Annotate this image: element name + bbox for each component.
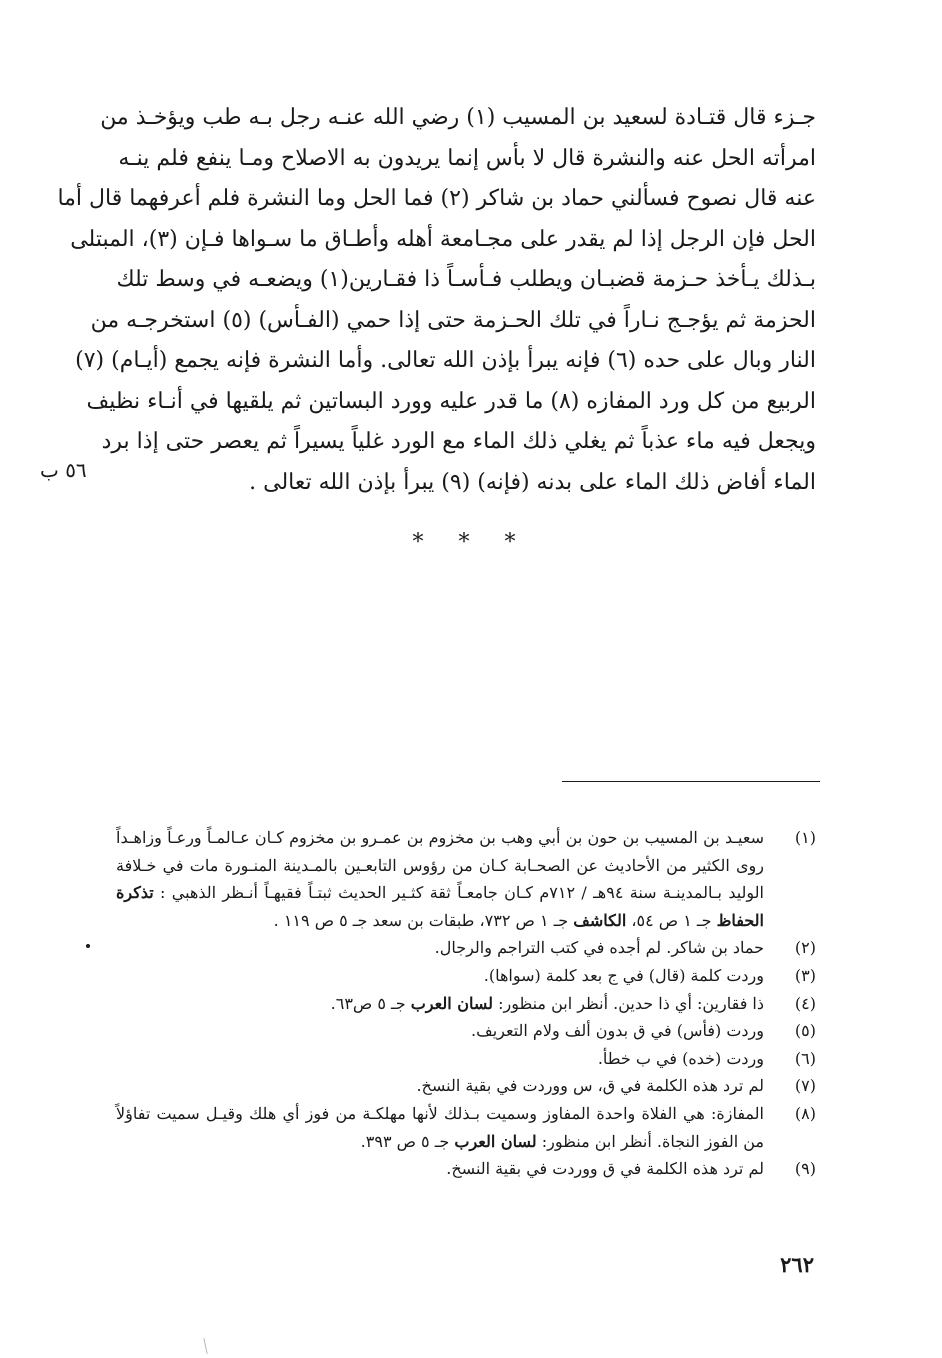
page-number: ٢٦٢ <box>780 1252 814 1277</box>
scan-speck <box>86 944 90 948</box>
footnote-text: حماد بن شاكر. لم أجده في كتب التراجم والرجال. <box>434 938 764 958</box>
footnote-text: وردت (خده) في ب خطأ. <box>597 1048 764 1068</box>
footnote-number: (٥) <box>794 1021 816 1041</box>
footnotes-block <box>116 824 816 1183</box>
footnote-text <box>116 1100 764 1155</box>
footnote-text-part: ذا فقارين: أي ذا حدين. أنظر ابن منظور: <box>492 993 764 1013</box>
footnote-text: وردت (فأس) في ق بدون ألف ولام التعريف. <box>471 1021 764 1041</box>
footnote-number: (٩) <box>794 1159 816 1179</box>
footnote-number: (٦) <box>794 1048 816 1068</box>
manuscript-folio-marker: ٥٦ ب <box>40 458 87 482</box>
main-text-line: الحزمة ثم يؤجـج نـاراً في تلك الحـزمة حتى إذا حمي (الفـأس) (٥) استخرجـه من <box>90 307 816 333</box>
section-separator: * * * <box>412 530 530 555</box>
footnote-text-part: المفازة: هي الفلاة واحدة المفاوز وسميت بـذلك لأنها مهلكـة من فوز أي هلك وقيـل سميت تفاؤلاً من الفوز النجاة. أنظر ابن منظور: <box>116 1103 764 1151</box>
main-text-line: عنه قال نصوح فسألني حماد بن شاكر (٢) فما الحل وما النشرة فلم أعرفهما قال أما <box>57 186 816 211</box>
footnote-text: لم ترد هذه الكلمة في ق، س ووردت في بقية النسخ. <box>416 1076 764 1096</box>
scan-artifact-mark <box>203 1338 207 1354</box>
main-text-line: جـزء قال قتـادة لسعيد بن المسيب (١) رضي الله عنـه رجل بـه طب ويؤخـذ من <box>100 105 816 130</box>
main-text-line: الحل فإن الرجل إذا لم يقدر على مجـامعة أهله وأطـاق ما سـواها فـإن (٣)، المبتلى <box>70 226 816 252</box>
main-text-line: ويجعل فيه ماء عذباً ثم يغلي ذلك الماء مع الورد غلياً يسيراً ثم يعصر حتى إذا برد <box>101 429 816 454</box>
footnote-number: (٨) <box>794 1103 816 1123</box>
footnote <box>116 1017 816 1045</box>
footnote-text-part: جـ ١ ص ٧٣٢، طبقات بن سعد جـ ٥ ص ١١٩ . <box>273 910 574 930</box>
footnote <box>116 990 816 1018</box>
footnote <box>116 1155 816 1183</box>
footnote-text-part: جـ ٥ ص ٣٩٣. <box>360 1131 455 1151</box>
footnote <box>116 824 816 934</box>
main-text-line: بـذلك يـأخذ حـزمة قضبـان ويطلب فـأسـاً ذا فقـارين(١) ويضعـه في وسط تلك <box>116 267 816 292</box>
footnote-text: لم ترد هذه الكلمة في ق ووردت في بقية النسخ. <box>446 1159 764 1179</box>
footnote-book-title: لسان العرب <box>410 993 493 1013</box>
footnote-number: (١) <box>794 828 816 847</box>
footnote <box>116 962 816 990</box>
main-text-line: الماء أفاض ذلك الماء على بدنه (فإنه) (٩) يبرأ بإذن الله تعالى . <box>249 469 816 495</box>
main-text-line: النار وبال على حده (٦) فإنه يبرأ بإذن الله تعالى. وأما النشرة فإنه يجمع (أيـام) (٧) <box>75 348 816 373</box>
footnote-text: وردت كلمة (قال) في ج بعد كلمة (سواها). <box>483 965 764 985</box>
footnote-number: (٢) <box>794 938 816 958</box>
footnote-book-title: الكاشف <box>573 910 627 930</box>
main-text-line: الربيع من كل ورد المفازه (٨) ما قدر عليه وورد البساتين ثم يلقيها في أنـاء نظيف <box>86 388 816 414</box>
footnote-text-part: جـ ١ ص ٥٤، <box>626 910 717 930</box>
footnote-number: (٧) <box>794 1076 816 1096</box>
main-text-line: امرأته الحل عنه والنشرة قال لا بأس إنما يريدون به الاصلاح ومـا ينفع فلم ينـه <box>118 145 816 171</box>
footnote-number: (٣) <box>794 965 816 985</box>
footnote-text <box>116 824 764 934</box>
footnote-divider <box>562 781 820 782</box>
footnote-text <box>116 990 764 1018</box>
footnote <box>116 1072 816 1100</box>
footnote-book-title: تذكرة الحفاظ <box>116 883 764 930</box>
footnote <box>116 1045 816 1073</box>
footnote-book-title: لسان العرب <box>454 1131 537 1151</box>
footnote <box>116 1100 816 1155</box>
footnote-number: (٤) <box>794 993 816 1013</box>
footnote-text-part: سعيـد بن المسيب بن حون بن أبي وهب بن مخزوم بن عمـرو بن مخزوم كـان عـالمـاً ورعـاً وزاهـداً روى الكثير من الأحاديث عن الصحـابة كـان من رؤوس التابعـين بالمـدينة المنـورة مات في خـلافة الوليد بـالمدينـة سنة ٩٤هـ / ٧١٢م كـان جامعـاً ثقة كثـير الحديث ثبتـاً فقيهـاً أنـظر الذهبي : <box>116 828 765 903</box>
footnote <box>116 934 816 962</box>
footnote-text-part: جـ ٥ ص٦٣. <box>330 993 411 1013</box>
